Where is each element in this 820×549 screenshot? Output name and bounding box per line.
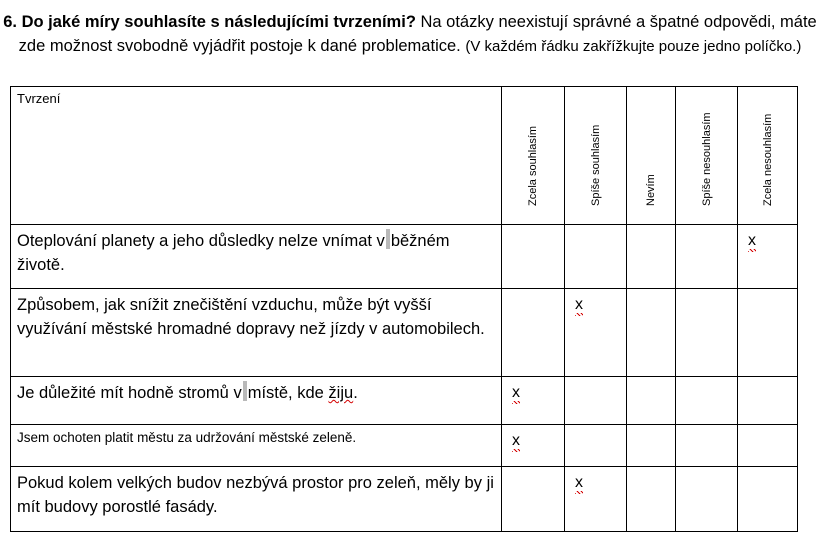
answer-cell[interactable]: [627, 425, 676, 467]
statement-cell: [11, 225, 502, 289]
column-label-5: Zcela nesouhlasím: [761, 113, 774, 206]
statement-text: Jsem ochoten platit městu za udržování městské zeleně.: [17, 430, 357, 445]
answer-cell[interactable]: [502, 467, 565, 532]
table-row: [11, 425, 798, 467]
question-text: Na otázky neexistují správné a špatné odpovědi, máte zde možnost svobodně vyjádřit postoje k dané problematice.: [18, 13, 817, 55]
question-note: (V každém řádku zakřížkujte pouze jedno políčko.): [465, 38, 802, 55]
statement-cell: [11, 377, 502, 425]
header-col-2: [565, 87, 627, 225]
answer-cell[interactable]: [627, 289, 676, 377]
answer-mark: x: [512, 432, 520, 449]
table-row: [11, 225, 798, 289]
question-heading: [0, 10, 820, 59]
header-col-5: [738, 87, 798, 225]
spellcheck-word: žiju: [328, 384, 354, 402]
answer-cell[interactable]: [738, 225, 798, 289]
column-label-2: Spíše souhlasím: [589, 124, 602, 206]
answer-cell[interactable]: [502, 225, 565, 289]
header-col-3: [627, 87, 676, 225]
answer-cell[interactable]: [676, 289, 738, 377]
column-label-1: Zcela souhlasím: [527, 125, 539, 206]
question-lead: 6. Do jaké míry souhlasíte s následujícími tvrzeními?: [3, 13, 416, 31]
answer-cell[interactable]: [565, 425, 627, 467]
answer-cell[interactable]: [502, 425, 565, 467]
statement-cell: [11, 467, 502, 532]
answer-table: [10, 86, 798, 532]
header-statement-label: Tvrzení: [17, 91, 61, 106]
answer-cell[interactable]: [738, 377, 798, 425]
statement-cell: [11, 289, 502, 377]
answer-cell[interactable]: [502, 289, 565, 377]
answer-cell[interactable]: [565, 377, 627, 425]
table-row: [11, 289, 798, 377]
answer-mark: x: [575, 474, 583, 491]
table-row: [11, 467, 798, 532]
answer-cell[interactable]: [502, 377, 565, 425]
column-label-4: Spíše nesouhlasím: [700, 112, 713, 206]
header-col-1: [502, 87, 565, 225]
answer-cell[interactable]: [565, 225, 627, 289]
answer-cell[interactable]: [676, 225, 738, 289]
answer-cell[interactable]: [676, 467, 738, 532]
statement-text: Oteplování planety a jeho důsledky nelze vnímat v běžném životě.: [11, 225, 501, 277]
statement-text: Je důležité mít hodně stromů v místě, kde žiju.: [11, 377, 501, 405]
answer-cell[interactable]: [627, 467, 676, 532]
answer-mark: x: [575, 296, 583, 313]
answer-cell[interactable]: [738, 289, 798, 377]
answer-mark: x: [512, 384, 520, 401]
table-header-row: [11, 87, 798, 225]
text-cursor: [243, 381, 247, 401]
answer-cell[interactable]: [565, 289, 627, 377]
answer-cell[interactable]: [738, 425, 798, 467]
answer-cell[interactable]: [565, 467, 627, 532]
statement-text: Pokud kolem velkých budov nezbývá prostor pro zeleň, měly by ji mít budovy porostlé fasády.: [17, 474, 494, 516]
statement-cell: [11, 425, 502, 467]
answer-cell[interactable]: [676, 425, 738, 467]
column-label-3: Nevím: [645, 174, 657, 206]
answer-cell[interactable]: [627, 225, 676, 289]
answer-cell[interactable]: [627, 377, 676, 425]
text-cursor: [386, 229, 390, 249]
answer-cell[interactable]: [738, 467, 798, 532]
answer-cell[interactable]: [676, 377, 738, 425]
table-row: [11, 377, 798, 425]
statement-text: Způsobem, jak snížit znečištění vzduchu, může být vyšší využívání městské hromadné dopravy než jízdy v automobilech.: [17, 296, 485, 338]
answer-mark: x: [748, 232, 756, 249]
header-statement-cell: [11, 87, 502, 225]
header-col-4: [676, 87, 738, 225]
